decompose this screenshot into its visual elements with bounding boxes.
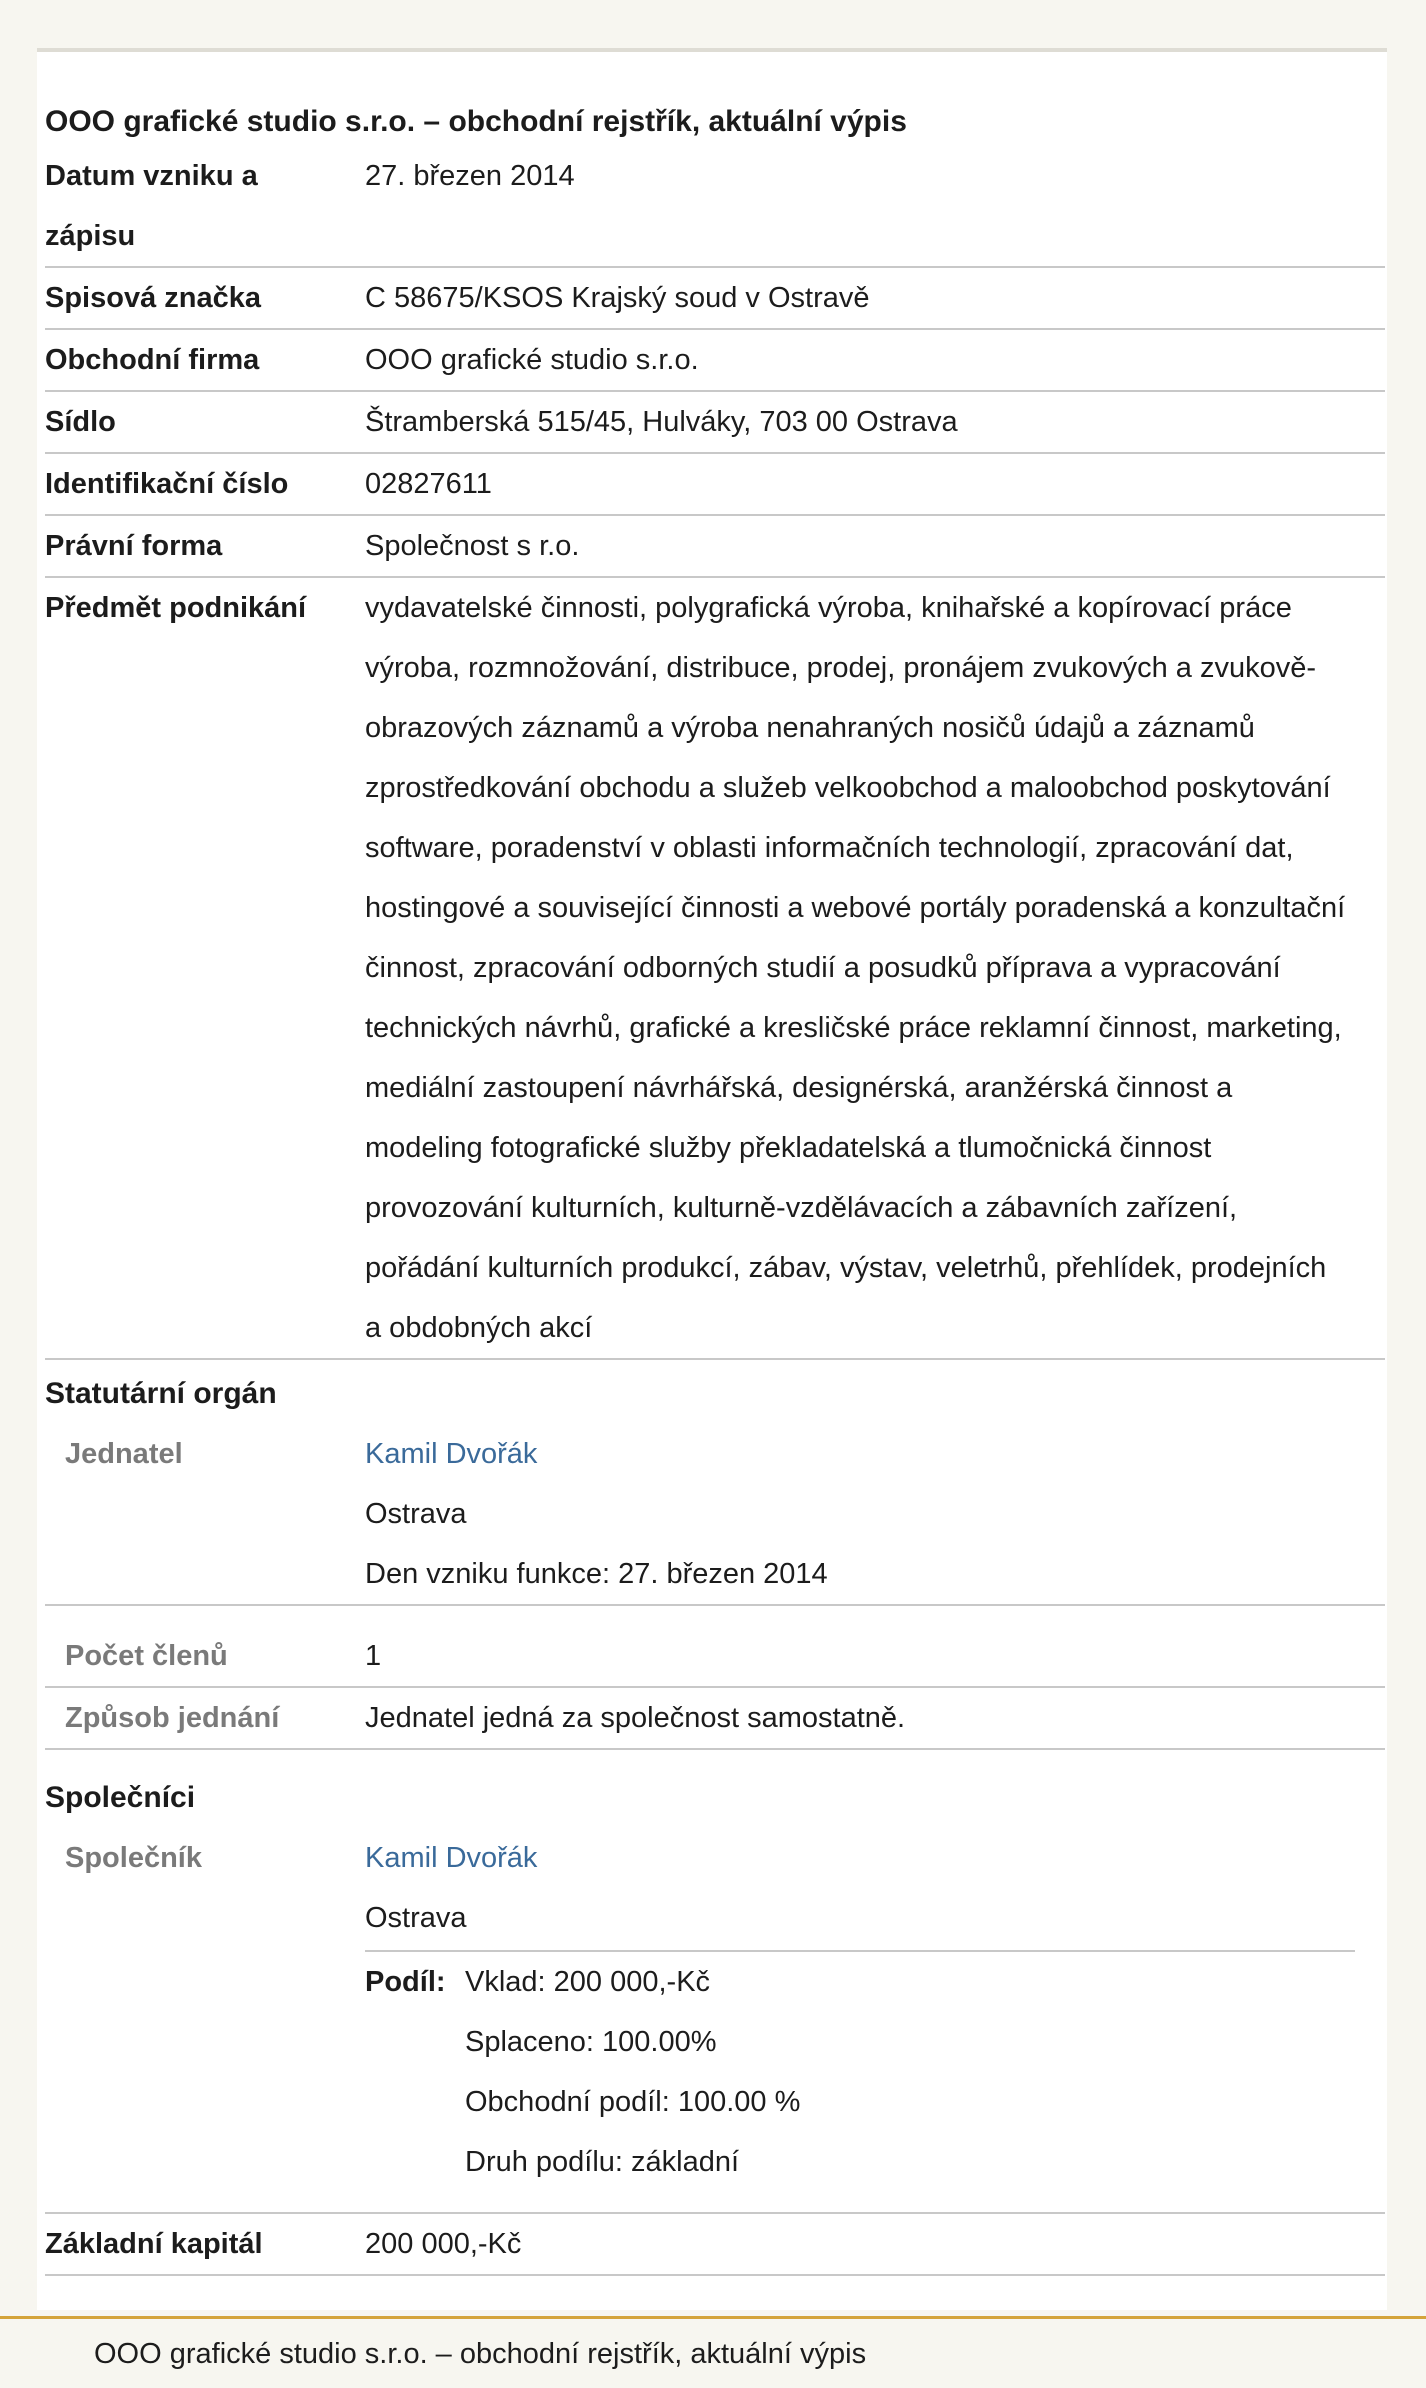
row-label: Obchodní firma bbox=[45, 344, 260, 376]
row-value bbox=[365, 1828, 1385, 1948]
row-label bbox=[45, 146, 345, 266]
page-title: OOO grafické studio s.r.o. – obchodní rejstřík, aktuální výpis bbox=[45, 105, 907, 138]
row-value: 1 bbox=[365, 1640, 382, 1672]
row-value: Společnost s r.o. bbox=[365, 530, 580, 562]
row-label: Společník bbox=[65, 1842, 202, 1874]
person-city: Ostrava bbox=[365, 1498, 467, 1530]
row-value: Štramberská 515/45, Hulváky, 703 00 Ostrava bbox=[365, 406, 958, 438]
row-label: Právní forma bbox=[45, 530, 223, 562]
row-value bbox=[365, 1424, 1385, 1604]
row-pravni-forma bbox=[45, 516, 1385, 578]
share-line: Vklad: 200 000,-Kč bbox=[465, 1966, 711, 1998]
row-label: Sídlo bbox=[45, 406, 116, 438]
business-line: mediální zastoupení návrhářská, designérská, aranžérská činnost a bbox=[365, 1072, 1233, 1104]
row-label-line: zápisu bbox=[45, 220, 136, 252]
share-line: Druh podílu: základní bbox=[465, 2146, 740, 2178]
section-heading-statutarni: Statutární orgán bbox=[45, 1377, 277, 1410]
person-link[interactable]: Kamil Dvořák bbox=[365, 1438, 538, 1470]
business-line: výroba, rozmnožování, distribuce, prodej, pronájem zvukových a zvukově- bbox=[365, 652, 1316, 684]
row-label-line: Datum vzniku a bbox=[45, 160, 258, 192]
footer-divider bbox=[0, 2316, 1426, 2319]
row-label: Předmět podnikání bbox=[45, 592, 307, 624]
business-line: zprostředkování obchodu a služeb velkoobchod a maloobchod poskytování bbox=[365, 772, 1331, 804]
person-link[interactable]: Kamil Dvořák bbox=[365, 1842, 538, 1874]
business-line: provozování kulturních, kulturně-vzdělávacích a zábavních zařízení, bbox=[365, 1192, 1238, 1224]
row-label: Spisová značka bbox=[45, 282, 261, 314]
row-value: 02827611 bbox=[365, 468, 492, 500]
row-obchodni-firma bbox=[45, 330, 1385, 392]
row-ico bbox=[45, 454, 1385, 516]
registry-extract-card bbox=[37, 48, 1387, 2310]
row-label: Identifikační číslo bbox=[45, 468, 289, 500]
row-label: Počet členů bbox=[65, 1640, 228, 1672]
row-label: Jednatel bbox=[65, 1438, 183, 1470]
row-label: Základní kapitál bbox=[45, 2228, 263, 2260]
business-line: hostingové a související činnosti a webové portály poradenská a konzultační bbox=[365, 892, 1346, 924]
row-label: Způsob jednání bbox=[65, 1702, 280, 1734]
person-city: Ostrava bbox=[365, 1902, 467, 1934]
row-jednatel bbox=[45, 1424, 1385, 1606]
share-line: Splaceno: 100.00% bbox=[465, 2026, 717, 2058]
share-label: Podíl: bbox=[365, 1966, 446, 1998]
row-value bbox=[365, 578, 1385, 1358]
row-predmet-podnikani bbox=[45, 578, 1385, 1360]
business-line: pořádání kulturních produkcí, zábav, výstav, veletrhů, přehlídek, prodejních bbox=[365, 1252, 1327, 1284]
row-spisova-znacka bbox=[45, 268, 1385, 330]
row-value: Jednatel jedná za společnost samostatně. bbox=[365, 1702, 906, 1734]
business-line: modeling fotografické služby překladatelská a tlumočnická činnost bbox=[365, 1132, 1212, 1164]
share-line: Obchodní podíl: 100.00 % bbox=[465, 2086, 801, 2118]
row-spolecnik bbox=[45, 1828, 1385, 2214]
row-pocet-clenu bbox=[45, 1626, 1385, 1688]
business-line: software, poradenství v oblasti informačních technologií, zpracování dat, bbox=[365, 832, 1294, 864]
row-sidlo bbox=[45, 392, 1385, 454]
business-line: a obdobných akcí bbox=[365, 1312, 593, 1344]
row-value: 27. březen 2014 bbox=[365, 160, 575, 192]
business-line: technických návrhů, grafické a kresličské práce reklamní činnost, marketing, bbox=[365, 1012, 1342, 1044]
business-line: činnost, zpracování odborných studií a posudků příprava a vypracování bbox=[365, 952, 1281, 984]
business-line: obrazových záznamů a výroba nenahraných nosičů údajů a záznamů bbox=[365, 712, 1255, 744]
footer-title: OOO grafické studio s.r.o. – obchodní rejstřík, aktuální výpis bbox=[94, 2338, 867, 2370]
business-line: vydavatelské činnosti, polygrafická výroba, knihařské a kopírovací práce bbox=[365, 592, 1292, 624]
section-heading-spolecnici: Společníci bbox=[45, 1781, 196, 1814]
row-zpusob-jednani bbox=[45, 1688, 1385, 1750]
row-value: OOO grafické studio s.r.o. bbox=[365, 344, 699, 376]
function-since: Den vzniku funkce: 27. březen 2014 bbox=[365, 1558, 828, 1590]
row-zakladni-kapital bbox=[45, 2214, 1385, 2276]
row-value: C 58675/KSOS Krajský soud v Ostravě bbox=[365, 282, 870, 314]
share-details bbox=[465, 1952, 800, 2192]
row-value: 200 000,-Kč bbox=[365, 2228, 522, 2260]
row-datum-vzniku bbox=[45, 146, 1385, 268]
